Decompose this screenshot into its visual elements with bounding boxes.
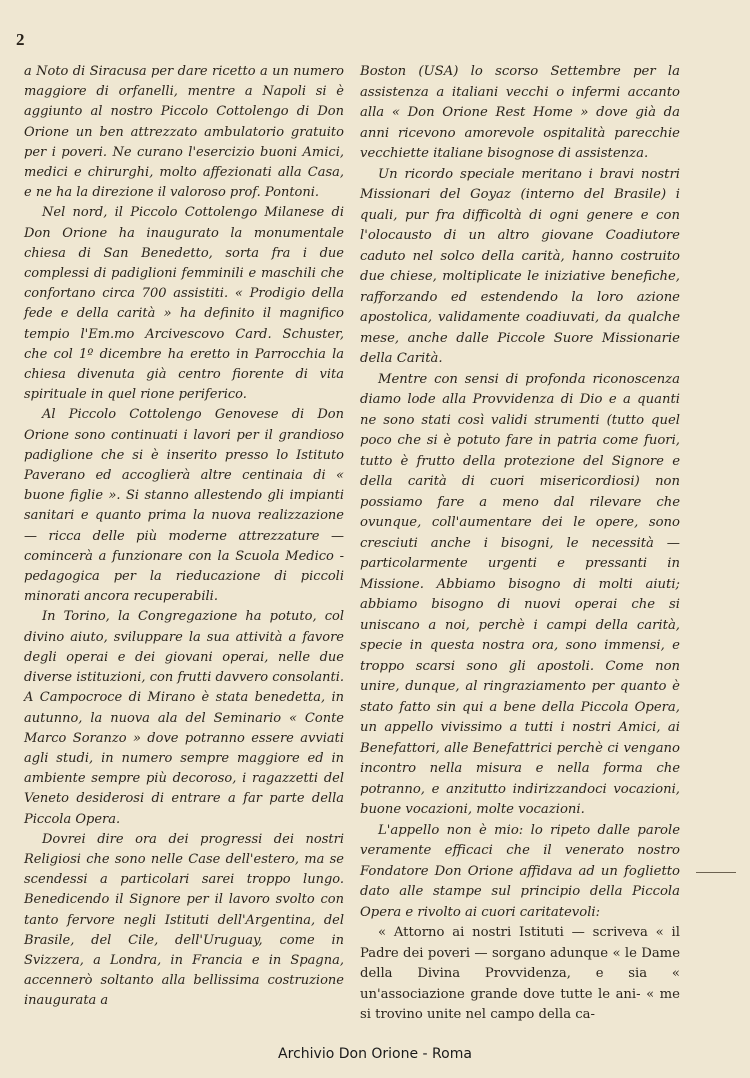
- margin-mark: [696, 872, 736, 873]
- page-number: 2: [16, 30, 25, 49]
- paragraph: Boston (USA) lo scorso Settembre per la assistenza a italiani vecchi o infermi accanto alla « Don Orione Rest Home » dove già da anni ricevono amorevole ospitalità parecchie vecchiette italiane bisognose di assistenza.: [360, 64, 680, 161]
- quotation: « Attorno ai nostri Istituti — scriveva « il Padre dei poveri — sorgano adunque « le Dame della Divina Provvidenza, e sia « un'associazione grande dove tutte le ani- « me si trovino unite nel campo della ca-: [360, 925, 680, 1022]
- paragraph: In Torino, la Congregazione ha potuto, col divino aiuto, sviluppare la sua attività a favore degli operai e dei giovani operai, nelle due diverse istituzioni, con frutti davvero consolanti. A Campocroce di Mirano è stata benedetta, in autunno, la nuova ala del Seminario « Conte Marco Soranzo » dove potranno essere avviati agli studi, in numero sempre maggiore ed in ambiente sempre più decoroso, i ragazzetti del Veneto desiderosi di entrare a far parte della Piccola Opera.: [24, 609, 344, 827]
- paragraph: Al Piccolo Cottolengo Genovese di Don Orione sono continuati i lavori per il grandioso padiglione che si è inserito presso lo Istituto Paverano ed accoglierà altre centinaia di « buone figlie ». Si stanno allestendo gli impianti sanitari e quanto prima la nuova realizzazione — ricca delle più moderne attrezzature — comincerà a funzionare con la Scuola Medico - pedagogica per la rieducazione di piccoli minorati ancora recuperabili.: [24, 407, 344, 605]
- paragraph: Mentre con sensi di profonda riconoscenza diamo lode alla Provvidenza di Dio e a quanti ne sono stati così validi strumenti (tutto quel poco che si è potuto fare in patria come fuori, tutto è frutto della protezione del Signore e della carità di cuori misericordiosi) non possiamo fare a meno dal rilevare che ovunque, coll'aumentare dei le opere, sono cresciuti anche i bisogni, le necessità — particolarmente urgenti e pressanti in Missione. Abbiamo bisogno di molti aiuti; abbiamo bisogno di nuovi operai che si uniscano a noi, perchè i campi della carità, specie in questa nostra ora, sono immensi, e troppo scarsi sono gli apostoli. Come non unire, dunque, al ringraziamento per quanto è stato fatto sin qui a bene della Piccola Opera, un appello vivissimo a tutti i nostri Amici, ai Benefattori, alle Benefattrici perchè ci vengano incontro nella misura e nella forma che potranno, e anzitutto indirizzandoci vocazioni, buone vocazioni, molte vocazioni.: [360, 371, 680, 817]
- paragraph: Un ricordo speciale meritano i bravi nostri Missionari del Goyaz (interno del Brasile) i quali, pur fra difficoltà di ogni genere e con l'olocausto di un altro giovane Coadiutore caduto nel solco della carità, hanno costruito due chiese, moltiplicate le iniziative benefiche, rafforzando ed estendendo la loro azione apostolica, validamente coadiuvati, da qualche mese, anche dalle Piccole Suore Missionarie della Carità.: [360, 166, 680, 366]
- paragraph: Dovrei dire ora dei progressi dei nostri Religiosi che sono nelle Case dell'estero, ma se scendessi a particolari sarei troppo lungo. Benedicendo il Signore per il lavoro svolto con tanto fervore negli Istituti dell'Argentina, del Brasile, del Cile, dell'Uruguay, come in Svizzera, a Londra, in Francia e in Spagna, accennerò soltanto alla bellissima costruzione inaugurata a: [24, 831, 344, 1009]
- paragraph: Nel nord, il Piccolo Cottolengo Milanese di Don Orione ha inaugurato la monumentale chiesa di San Benedetto, sorta fra i due complessi di padiglioni femminili e maschili che confortano circa 700 assistiti. « Prodigio della fede e della carità » ha definito il magnifico tempio l'Em.mo Arcivescovo Card. Schuster, che col 1º dicembre ha eretto in Parrocchia la chiesa divenuta già centro fiorente di vita spirituale in quel rione periferico.: [24, 205, 344, 403]
- paragraph: L'appello non è mio: lo ripeto dalle parole veramente efficaci che il venerato nostro Fondatore Don Orione affidava ad un foglietto dato alle stampe sul principio della Piccola Opera e rivolto ai cuori caritatevoli:: [360, 822, 680, 920]
- left-column: [24, 62, 344, 1012]
- paragraph: a Noto di Siracusa per dare ricetto a un numero maggiore di orfanelli, mentre a Napoli si è aggiunto al nostro Piccolo Cottolengo di Don Orione un ben attrezzato ambulatorio gratuito per i poveri. Ne curano l'esercizio buoni Amici, medici e chirurghi, molto affezionati alla Casa, e ne ha la direzione il valoroso prof. Pontoni.: [24, 64, 344, 201]
- archive-footer: Archivio Don Orione - Roma: [278, 1046, 472, 1062]
- right-column: [360, 62, 680, 1026]
